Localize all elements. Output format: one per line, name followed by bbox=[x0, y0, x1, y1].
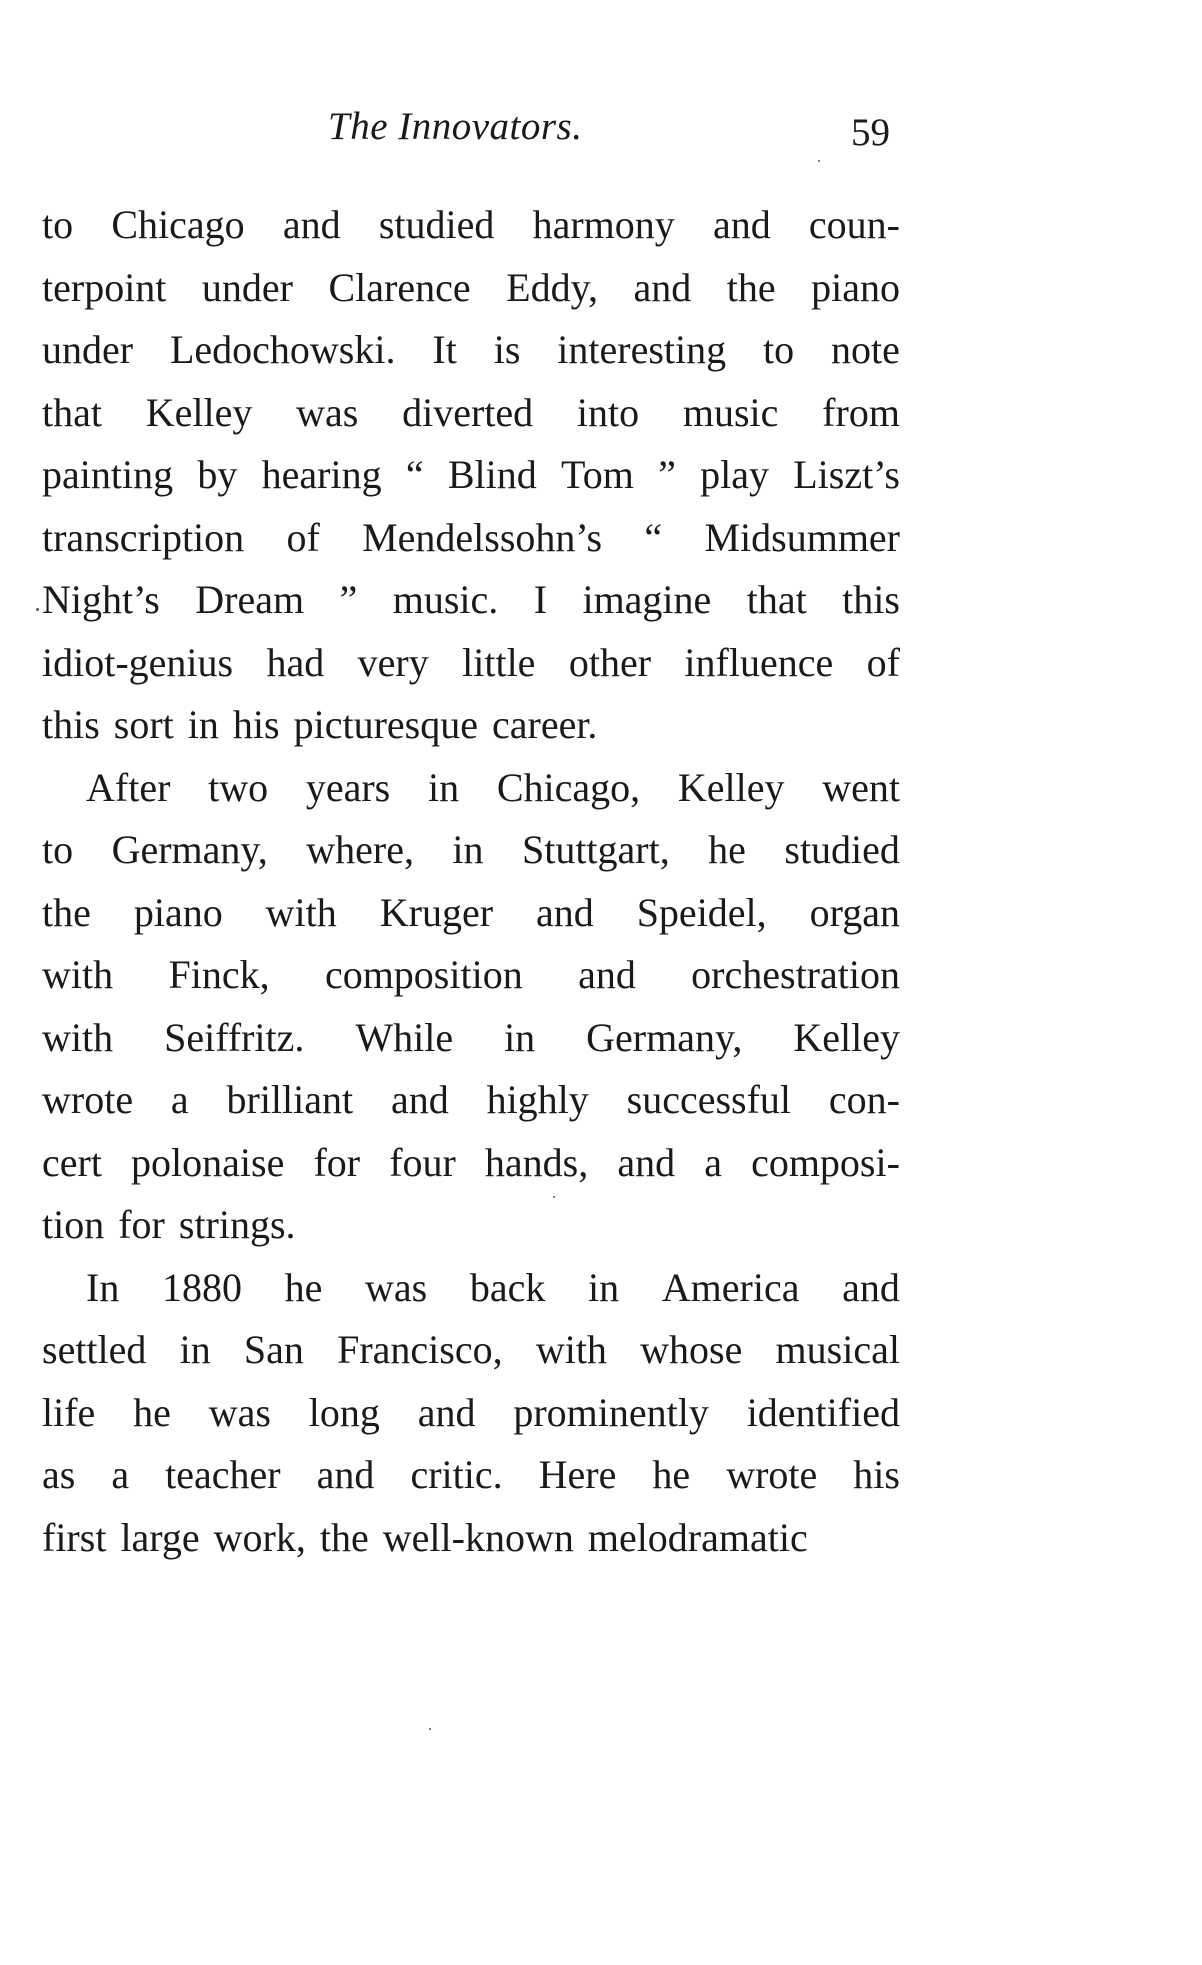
word: terpoint bbox=[42, 264, 167, 310]
word: Clarence bbox=[328, 264, 471, 310]
word: years bbox=[305, 764, 391, 810]
word: prominently bbox=[513, 1389, 709, 1435]
word: and bbox=[842, 1264, 900, 1310]
word: ” bbox=[658, 452, 676, 497]
word: Kruger bbox=[379, 889, 494, 935]
word: Seiffritz. bbox=[164, 1014, 305, 1060]
word: under bbox=[201, 264, 293, 310]
text-line bbox=[42, 944, 900, 1007]
word: musical bbox=[775, 1327, 900, 1372]
page-number: 59 bbox=[851, 111, 890, 154]
word: imagine bbox=[582, 577, 712, 622]
word: harmony bbox=[532, 202, 675, 247]
text-line bbox=[42, 1069, 900, 1132]
word: Speidel, bbox=[636, 889, 767, 935]
word: large bbox=[120, 1514, 200, 1560]
running-head bbox=[0, 104, 1202, 164]
word: the bbox=[319, 1514, 369, 1560]
word: was bbox=[208, 1389, 271, 1435]
running-title: The Innovators. bbox=[328, 105, 583, 148]
word: and bbox=[282, 202, 341, 247]
word: Liszt’s bbox=[793, 452, 900, 497]
print-speck bbox=[429, 1728, 431, 1730]
word: Dream bbox=[195, 577, 305, 622]
word: little bbox=[462, 639, 536, 685]
word: of bbox=[286, 514, 320, 560]
word: life bbox=[42, 1389, 96, 1435]
word: studied bbox=[784, 827, 900, 872]
word: in bbox=[187, 702, 219, 747]
word: picturesque bbox=[293, 702, 478, 747]
text-line bbox=[42, 1382, 900, 1445]
word: polonaise bbox=[131, 1139, 285, 1185]
word: Kelley bbox=[677, 764, 785, 810]
word: diverted bbox=[402, 389, 534, 435]
word: other bbox=[568, 639, 652, 685]
word: Germany, bbox=[586, 1014, 743, 1060]
paragraph bbox=[42, 194, 900, 757]
word: to bbox=[763, 327, 795, 372]
word: with bbox=[42, 952, 114, 997]
word: influence bbox=[684, 639, 834, 685]
word: and bbox=[535, 889, 594, 935]
word: Chicago, bbox=[496, 764, 641, 810]
word: painting bbox=[42, 452, 174, 497]
paragraph bbox=[42, 1257, 900, 1570]
text-line bbox=[42, 194, 900, 257]
text-line bbox=[42, 1507, 900, 1570]
word: first bbox=[42, 1514, 107, 1560]
word: he bbox=[284, 1264, 323, 1310]
word: by bbox=[197, 452, 238, 497]
word: with bbox=[42, 1014, 114, 1060]
word: a bbox=[170, 1077, 189, 1122]
word: with bbox=[535, 1327, 607, 1372]
word: wrote bbox=[42, 1077, 134, 1122]
word: Night’s bbox=[42, 577, 160, 622]
word: composition bbox=[324, 952, 523, 997]
word: of bbox=[866, 639, 900, 685]
word: and bbox=[417, 1389, 476, 1435]
word: While bbox=[355, 1014, 454, 1060]
word: and bbox=[316, 1452, 375, 1497]
word: orchestration bbox=[691, 952, 900, 997]
text-line bbox=[42, 1257, 900, 1320]
text-line bbox=[42, 257, 900, 320]
word: career. bbox=[491, 702, 598, 747]
word: wrote bbox=[726, 1452, 818, 1497]
text-line bbox=[42, 882, 900, 945]
word: whose bbox=[640, 1327, 743, 1372]
word: cert bbox=[42, 1139, 102, 1185]
word: San bbox=[243, 1327, 304, 1372]
word: in bbox=[179, 1327, 211, 1372]
word: went bbox=[822, 764, 900, 810]
word: Eddy, bbox=[506, 264, 598, 310]
text-line bbox=[42, 444, 900, 507]
word: his bbox=[232, 702, 280, 747]
word: to bbox=[42, 827, 74, 872]
word: “ bbox=[644, 514, 663, 560]
word: successful bbox=[626, 1077, 792, 1122]
text-line bbox=[42, 569, 900, 632]
word: organ bbox=[809, 889, 900, 935]
word: tion bbox=[42, 1202, 105, 1247]
word: for bbox=[313, 1139, 361, 1185]
word: note bbox=[831, 327, 900, 372]
word: hearing bbox=[261, 452, 382, 497]
text-line bbox=[42, 632, 900, 695]
word: to bbox=[42, 202, 74, 247]
word: he bbox=[652, 1452, 691, 1497]
word: teacher bbox=[165, 1452, 281, 1497]
text-line bbox=[42, 1132, 900, 1195]
text-line bbox=[42, 382, 900, 445]
word: Kelley bbox=[145, 389, 253, 435]
word: coun- bbox=[808, 202, 900, 247]
word: Mendelssohn’s bbox=[362, 514, 603, 560]
word: “ bbox=[405, 452, 424, 497]
word: ” bbox=[339, 577, 358, 622]
word: Tom bbox=[561, 452, 634, 497]
print-speck bbox=[36, 608, 39, 611]
word: melodramatic bbox=[587, 1514, 808, 1560]
word: four bbox=[389, 1139, 456, 1185]
word: Blind bbox=[447, 452, 537, 497]
word: his bbox=[853, 1452, 900, 1497]
word: is bbox=[493, 327, 521, 372]
word: 1880 bbox=[161, 1264, 242, 1310]
word: and bbox=[633, 264, 692, 310]
word: he bbox=[133, 1389, 171, 1435]
word: Midsummer bbox=[704, 514, 900, 560]
word: a bbox=[704, 1139, 722, 1185]
word: and bbox=[712, 202, 771, 247]
word: Ledochowski. bbox=[169, 327, 396, 372]
word: Germany, bbox=[111, 827, 268, 872]
word: and bbox=[390, 1077, 449, 1122]
word: identified bbox=[746, 1389, 900, 1435]
word: After bbox=[86, 764, 171, 810]
word: that bbox=[746, 577, 807, 622]
word: and bbox=[617, 1139, 676, 1185]
word: America bbox=[661, 1264, 800, 1310]
word: composi- bbox=[751, 1139, 900, 1185]
print-speck bbox=[818, 160, 820, 162]
word: in bbox=[504, 1014, 536, 1060]
word: back bbox=[469, 1264, 546, 1310]
word: two bbox=[208, 764, 269, 810]
text-line bbox=[42, 1007, 900, 1070]
word: with bbox=[265, 889, 337, 935]
word: work, bbox=[213, 1514, 306, 1560]
paragraph bbox=[42, 757, 900, 1257]
word: he bbox=[708, 827, 746, 872]
word: transcription bbox=[42, 514, 245, 560]
text-line bbox=[42, 1194, 900, 1257]
word: studied bbox=[378, 202, 495, 247]
word: into bbox=[576, 389, 640, 435]
text-line bbox=[42, 819, 900, 882]
word: settled bbox=[42, 1327, 147, 1372]
word: in bbox=[427, 764, 460, 810]
word: Chicago bbox=[111, 202, 245, 247]
word: interesting bbox=[557, 327, 727, 372]
word: well-known bbox=[382, 1514, 574, 1560]
word: this bbox=[42, 702, 100, 747]
word: Francisco, bbox=[337, 1327, 503, 1372]
word: long bbox=[308, 1389, 380, 1435]
print-speck bbox=[553, 1196, 555, 1198]
text-line bbox=[42, 694, 900, 757]
word: for bbox=[118, 1202, 165, 1247]
word: very bbox=[357, 639, 429, 685]
text-line bbox=[42, 1444, 900, 1507]
body-text bbox=[42, 194, 900, 1569]
word: this bbox=[842, 577, 900, 622]
word: critic. bbox=[410, 1452, 503, 1497]
word: hands, bbox=[484, 1139, 589, 1185]
word: under bbox=[42, 327, 134, 372]
word: Kelley bbox=[793, 1014, 900, 1060]
word: In bbox=[86, 1264, 120, 1310]
word: music bbox=[682, 389, 779, 435]
word: brilliant bbox=[226, 1077, 354, 1122]
word: the bbox=[42, 889, 91, 935]
text-line bbox=[42, 507, 900, 570]
word: was bbox=[365, 1264, 428, 1310]
word: that bbox=[42, 389, 102, 435]
word: where, bbox=[306, 827, 414, 872]
word: had bbox=[266, 639, 325, 685]
word: music. bbox=[392, 577, 499, 622]
word: and bbox=[578, 952, 636, 997]
word: piano bbox=[133, 889, 223, 935]
word: Stuttgart, bbox=[521, 827, 670, 872]
word: con- bbox=[828, 1077, 900, 1122]
word: a bbox=[111, 1452, 130, 1497]
word: sort bbox=[113, 702, 174, 747]
word: play bbox=[700, 452, 769, 497]
word: piano bbox=[811, 264, 900, 310]
word: I bbox=[533, 577, 548, 622]
word: strings. bbox=[178, 1202, 296, 1247]
text-line bbox=[42, 1319, 900, 1382]
word: as bbox=[42, 1452, 76, 1497]
word: the bbox=[726, 264, 776, 310]
word: from bbox=[822, 389, 900, 435]
word: It bbox=[432, 327, 457, 372]
word: in bbox=[452, 827, 484, 872]
text-line bbox=[42, 757, 900, 820]
text-line bbox=[42, 319, 900, 382]
word: Finck, bbox=[168, 952, 270, 997]
word: was bbox=[296, 389, 359, 435]
word: idiot-genius bbox=[42, 639, 234, 685]
word: highly bbox=[486, 1077, 589, 1122]
word: Here bbox=[538, 1452, 617, 1497]
word: in bbox=[588, 1264, 620, 1310]
